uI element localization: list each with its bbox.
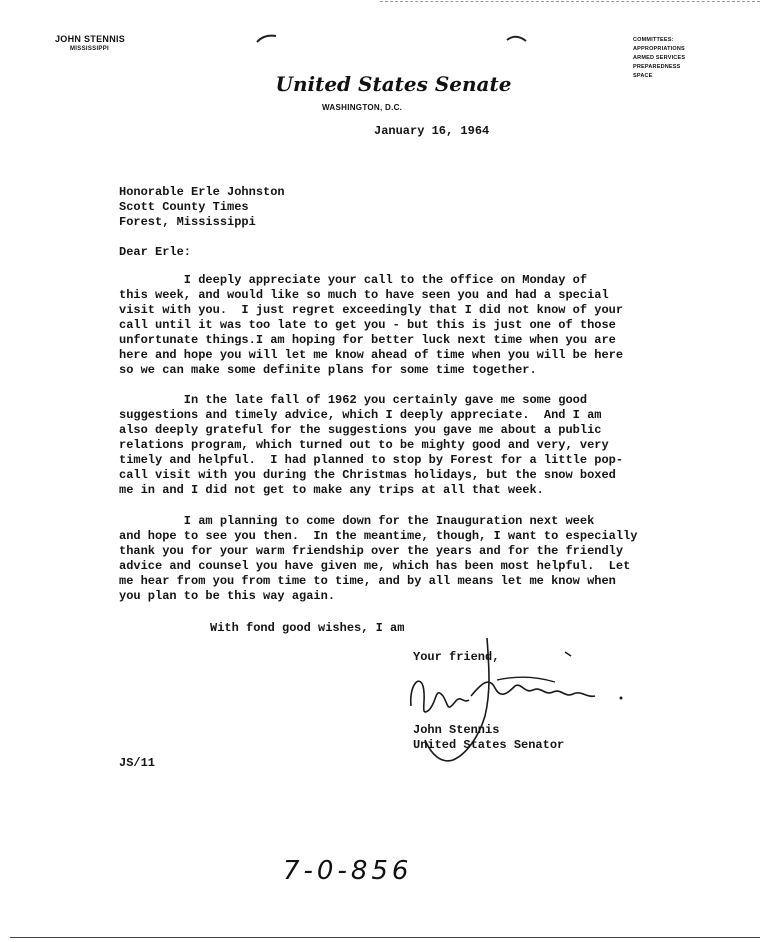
- body-paragraph-3: [119, 514, 649, 604]
- body-line: In the late fall of 1962 you certainly gave me some good: [119, 393, 588, 407]
- committee-item: ARMED SERVICES: [633, 55, 686, 61]
- body-line: I am planning to come down for the Inauguration next week: [119, 514, 595, 528]
- closing-line: With fond good wishes, I am: [210, 621, 405, 635]
- signatory-title: United States Senator: [413, 738, 565, 752]
- typist-initials: JS/11: [119, 756, 156, 770]
- letter-date: January 16, 1964: [374, 124, 490, 138]
- committee-item: PREPAREDNESS: [633, 64, 681, 70]
- body-line: suggestions and timely advice, which I deeply appreciate. And I am: [119, 408, 602, 422]
- body-line: timely and helpful. I had planned to stop by Forest for a little pop-: [119, 453, 624, 467]
- handwritten-file-number: 7-0-856: [283, 856, 413, 886]
- letterhead-title-text: United States Senate: [275, 72, 512, 96]
- body-line: me in and I did not get to make any trips at all that week.: [119, 483, 544, 497]
- bottom-edge-line: [10, 937, 760, 938]
- recipient-line: Forest, Mississippi: [119, 215, 256, 229]
- body-line: thank you for your warm friendship over the years and for the friendly: [119, 544, 624, 558]
- body-line: visit with you. I just regret exceedingly that I did not know of your: [119, 303, 624, 317]
- scan-mark-right: [506, 32, 528, 44]
- letterhead-city: WASHINGTON, D.C.: [322, 103, 403, 112]
- body-line: here and hope you will let me know ahead of time when you will be here: [119, 348, 624, 362]
- complimentary-close: Your friend,: [413, 650, 500, 664]
- recipient-line: Scott County Times: [119, 200, 249, 214]
- body-paragraph-2: [119, 393, 649, 498]
- body-line: me hear from you from time to time, and by all means let me know when: [119, 574, 616, 588]
- letterhead-title: [0, 72, 763, 96]
- body-line: advice and counsel you have given me, which has been most helpful. Let: [119, 559, 631, 573]
- scan-mark-left: [256, 32, 278, 44]
- body-line: unfortunate things.I am hoping for better luck next time when you are: [119, 333, 616, 347]
- top-edge-line: [380, 1, 760, 2]
- body-line: I deeply appreciate your call to the office on Monday of: [119, 273, 588, 287]
- recipient-line: Honorable Erle Johnston: [119, 185, 285, 199]
- body-line: so we can make some definite plans for some time together.: [119, 363, 537, 377]
- body-line: also deeply grateful for the suggestions you gave me about a public: [119, 423, 602, 437]
- salutation: Dear Erle:: [119, 245, 192, 259]
- signatory-name: John Stennis: [413, 723, 500, 737]
- body-paragraph-1: [119, 273, 649, 378]
- body-line: call visit with you during the Christmas holidays, but the snow boxed: [119, 468, 616, 482]
- sender-name: JOHN STENNIS: [55, 34, 126, 44]
- committee-item: SPACE: [633, 73, 653, 79]
- body-line: this week, and would like so much to have seen you and had a special: [119, 288, 609, 302]
- body-line: call until it was too late to get you - but this is just one of those: [119, 318, 616, 332]
- body-line: you plan to be this way again.: [119, 589, 336, 603]
- committees-heading: COMMITTEES:: [633, 37, 674, 43]
- body-line: relations program, which turned out to be mighty good and very, very: [119, 438, 609, 452]
- sender-state: MISSISSIPPI: [70, 46, 109, 52]
- committee-item: APPROPRIATIONS: [633, 46, 685, 52]
- body-line: and hope to see you then. In the meantime, though, I want to especially: [119, 529, 638, 543]
